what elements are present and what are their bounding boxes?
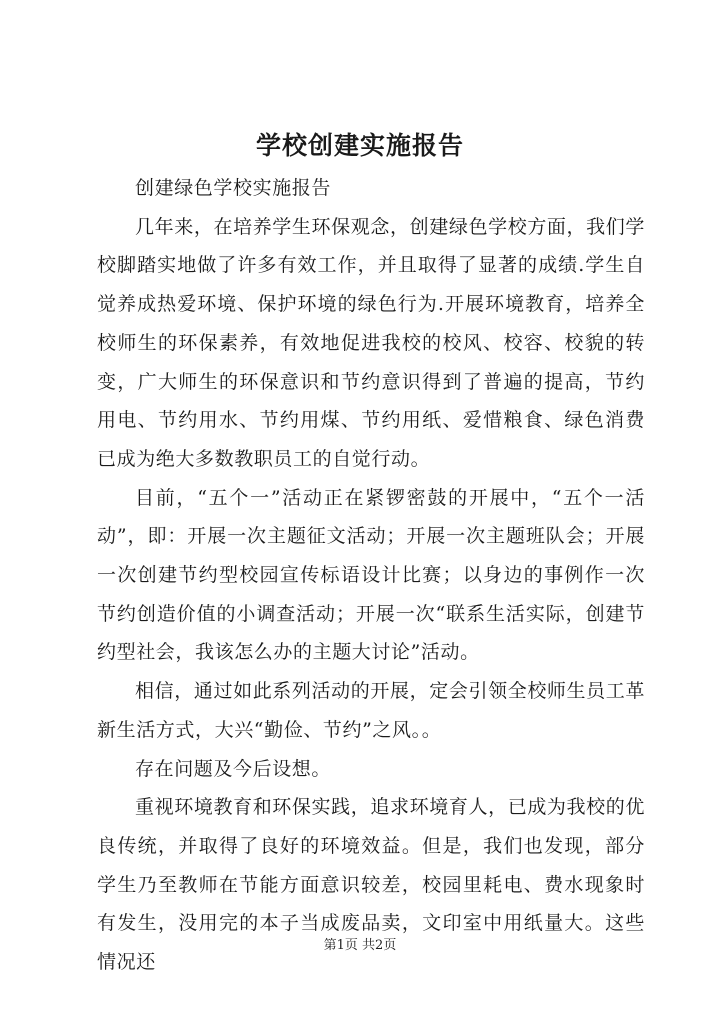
paragraph-problems-heading: 存在问题及今后设想。 (135, 757, 332, 780)
document-body (97, 169, 645, 982)
paragraph-problems: 重视环境教育和环保实践，追求环境育人，已成为我校的优良传统，并取得了良好的环境效益。但是，我们也发现，部分学生乃至教师在节能方面意识较差，校园里耗电、费水现象时有发生，没用完的本子当成废品卖，文印室中用纸量大。这些情况还 (97, 796, 645, 974)
paragraph-five-activities: 目前，“五个一”活动正在紧锣密鼓的开展中，“五个一活动”，即：开展一次主题征文活动；开展一次主题班队会；开展一次创建节约型校园宣传标语设计比赛；以身边的事例作一次节约创造价值的小调查活动；开展一次“联系生活实际，创建节约型社会，我该怎么办的主题大讨论”活动。 (97, 486, 645, 664)
paragraph-achievements: 几年来，在培养学生环保观念，创建绿色学校方面，我们学校脚踏实地做了许多有效工作，并且取得了显著的成绩.学生自觉养成热爱环境、保护环境的绿色行为.开展环境教育，培养全校师生的环保素养，有效地促进我校的校风、校容、校貌的转变，广大师生的环保意识和节约意识得到了普遍的提高，节约用电、节约用水、节约用煤、节约用纸、爱惜粮食、绿色消费已成为绝大多数教职员工的自觉行动。 (97, 215, 645, 470)
document-title: 学校创建实施报告 (255, 131, 464, 160)
page-footer: 第1页 共2页 (323, 938, 397, 953)
paragraph-belief: 相信，通过如此系列活动的开展，定会引领全校师生员工革新生活方式，大兴“勤俭、节约”之风。。 (97, 680, 645, 741)
paragraph-subtitle: 创建绿色学校实施报告 (135, 177, 332, 199)
